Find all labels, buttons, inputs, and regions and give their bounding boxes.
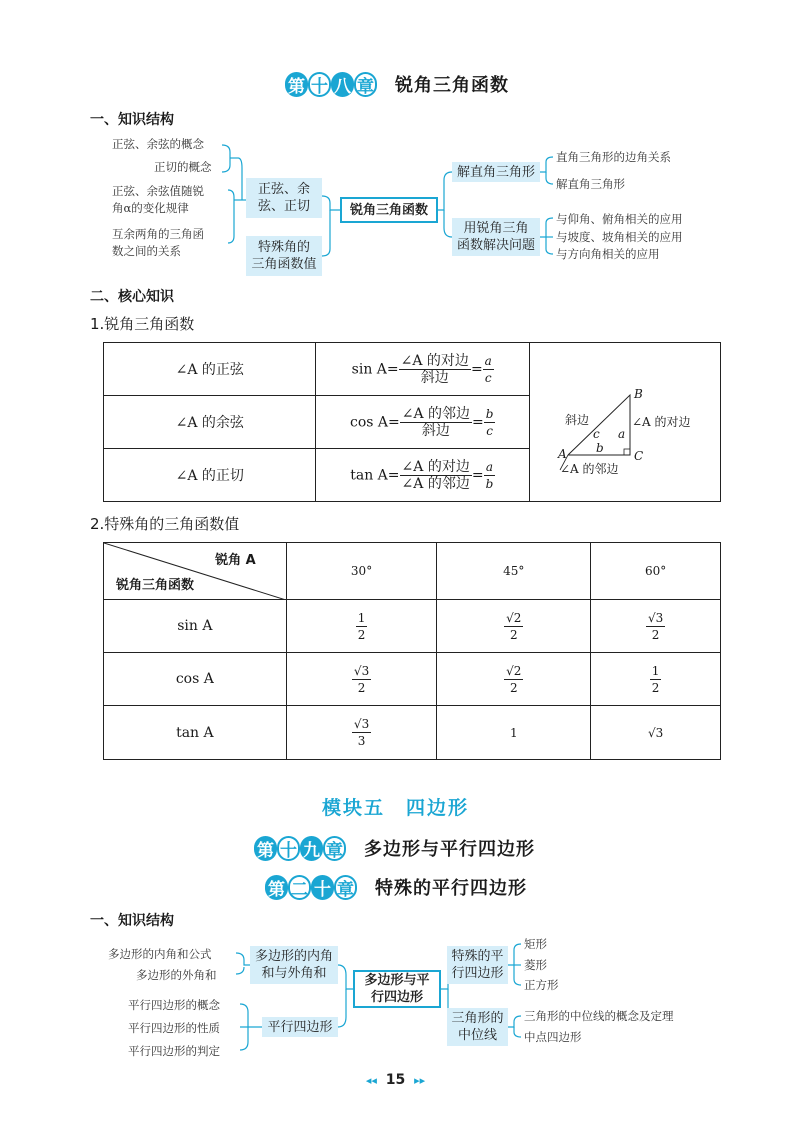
row-label: ∠A 的正弦 [175,362,244,378]
mindmap-box-special-angles [246,236,322,276]
badge-char: 十 [311,875,334,900]
mindmap-leaf: 正弦、余弦的概念 [112,137,204,151]
box-line: 多边形的内角 [254,949,333,964]
box-line: 弦、正切 [257,199,310,214]
badge-char: 章 [323,836,346,861]
chapter-20-heading [265,873,527,901]
fn-name: sin A [351,361,387,377]
denominator: 2 [509,680,518,695]
badge-char: 十 [308,72,331,97]
left-arrow-icon: ◂◂ [365,1074,377,1087]
fn-cell: cos A [104,653,287,706]
box-line: 特殊角的 [257,240,310,255]
table-cell [104,343,316,396]
mindmap-leaf: 菱形 [524,958,547,972]
numerator: b [485,406,494,421]
mindmap-leaf: 多边形的内角和公式 [108,947,212,961]
mindmap-box-solve-triangle: 解直角三角形 [452,162,540,182]
box-line: 行四边形 [370,990,423,1005]
angle-header: 45° [437,543,591,600]
triangle-cell [530,343,721,502]
vertex-label: C [634,449,644,463]
numerator: √2 [506,610,522,625]
chapter-title: 锐角三角函数 [395,75,509,96]
equals: = [388,414,400,430]
mindmap-leaf: 多边形的外角和 [136,968,217,982]
fn-name: cos A [350,414,389,430]
numerator: a [485,459,493,474]
denominator: c [484,370,492,385]
equals: = [471,467,484,483]
special-angle-table [103,542,721,760]
denominator: 2 [357,627,366,642]
mindmap-leaf: 平行四边形的概念 [128,998,220,1012]
numerator: √2 [506,663,522,678]
equals: = [472,414,484,430]
denominator: c [486,423,493,438]
badge-char: 九 [300,836,323,861]
box-line: 特殊的平 [451,949,504,964]
box-line: 多边形与平 [364,973,430,988]
hypotenuse-label: 斜边 [565,413,590,427]
mindmap-leaf: 平行四边形的判定 [128,1044,220,1058]
mindmap-leaf: 直角三角形的边角关系 [556,150,671,164]
corner-bottom-label: 锐角三角函数 [116,578,195,593]
value-cell [286,653,437,706]
numerator: 1 [357,610,366,625]
box-line: 函数解决问题 [456,238,535,253]
mindmap-leaf: 数之间的关系 [112,244,181,258]
triangle-drawing [530,357,720,487]
badge-char: 章 [354,72,377,97]
row-label: ∠A 的正切 [175,468,244,484]
section-heading: 一、知识结构 [90,913,174,929]
table-cell [104,449,316,502]
fraction [650,663,662,696]
mindmap-leaf: 与方向角相关的应用 [556,247,660,261]
mindmap-leaf: 角α的变化规律 [112,201,189,215]
chapter-number-badge [265,873,357,901]
mindmap-leaf: 互余两角的三角函 [112,227,204,241]
side-label: c [593,427,600,441]
fn-name: tan A [350,467,388,483]
fraction [400,406,472,439]
section-heading: 一、知识结构 [90,112,174,128]
badge-char: 八 [331,72,354,97]
fn-cell: tan A [104,706,287,760]
vertex-label: B [634,387,643,401]
numerator: a [484,353,492,368]
badge-char: 第 [285,72,308,97]
badge-char: 二 [288,875,311,900]
side-label: b [596,441,604,455]
table-cell [104,396,316,449]
denominator: 2 [651,680,660,695]
numerator: 1 [651,663,660,678]
module-title: 模块五 四边形 [321,797,469,819]
mindmap-main-node: 锐角三角函数 [340,197,438,223]
opposite-label: ∠A 的对边 [632,415,691,429]
trig-definition-table [103,342,721,502]
angle-header: 60° [591,543,721,600]
adjacent-label: ∠A 的邻边 [560,462,619,476]
chapter-title: 特殊的平行四边形 [375,878,527,899]
fraction [646,610,665,643]
equals: = [470,361,483,377]
value-cell [286,706,437,760]
angle-header: 30° [286,543,437,600]
mindmap-box-applications [452,218,540,256]
fraction [504,663,523,696]
mindmap-leaf: 与仰角、俯角相关的应用 [556,212,683,226]
chapter-19-heading [254,834,535,862]
chapter-number-badge [254,834,346,862]
mindmap-box-polygon-angles [250,946,338,984]
numerator: √3 [353,663,370,678]
mindmap-box-special-parallelogram [447,946,508,984]
denominator: 斜边 [421,422,450,439]
denominator: 3 [357,734,366,748]
mindmap-leaf: 中点四边形 [524,1030,582,1044]
box-line: 三角函数值 [251,257,317,272]
corner-cell [104,543,287,600]
right-triangle-figure [530,357,720,487]
numerator: ∠A 的邻边 [401,405,471,422]
numerator: √3 [353,717,370,731]
mindmap-leaf: 正方形 [524,978,559,992]
subsection-heading: 2.特殊角的三角函数值 [90,515,240,533]
mindmap-main-node [353,970,441,1008]
right-arrow-icon: ▸▸ [414,1074,426,1087]
mindmap-leaf: 矩形 [524,937,547,951]
subsection-heading: 1.锐角三角函数 [90,315,195,333]
chapter-title: 多边形与平行四边形 [364,839,535,860]
denominator: 2 [357,680,366,695]
box-line: 三角形的 [451,1011,504,1026]
box-line: 用锐角三角 [463,221,529,236]
fraction [352,663,371,696]
fraction [352,716,371,749]
badge-char: 章 [334,875,357,900]
denominator: 斜边 [420,369,449,386]
denominator: ∠A 的邻边 [401,475,470,492]
corner-top-label: 锐角 A [215,553,256,568]
box-line: 和与外角和 [261,966,327,981]
box-line: 中位线 [457,1028,497,1043]
fn-cell: sin A [104,600,287,653]
mindmap-box-parallelogram: 平行四边形 [262,1017,338,1037]
badge-char: 第 [265,875,288,900]
value-cell: 1 [437,706,591,760]
value-cell [437,653,591,706]
row-label: ∠A 的余弦 [175,415,244,431]
numerator: ∠A 的对边 [401,458,470,475]
box-line: 行四边形 [451,966,504,981]
mindmap-leaf: 与坡度、坡角相关的应用 [556,230,683,244]
side-label: a [618,427,626,441]
value-cell [591,653,721,706]
fraction [483,353,494,386]
mindmap-leaf: 解直角三角形 [556,177,625,191]
mindmap-leaf: 正切的概念 [154,160,212,174]
badge-char: 第 [254,836,277,861]
numerator: ∠A 的对边 [400,352,469,369]
fraction [400,459,472,492]
fraction [484,406,496,439]
denominator: b [485,476,494,491]
denominator: 2 [651,627,660,642]
equals: = [386,361,399,377]
value-cell: √3 [591,706,721,760]
table-cell [316,396,530,449]
value-cell [286,600,437,653]
table-cell [316,449,530,502]
equals: = [387,467,400,483]
numerator: √3 [647,610,664,625]
mindmap-box-sincostan [246,178,322,218]
fraction [504,610,523,643]
box-line: 正弦、余 [257,182,310,197]
mindmap-leaf: 三角形的中位线的概念及定理 [524,1009,674,1023]
table-cell [316,343,530,396]
fraction [356,610,368,643]
fraction [484,459,496,492]
fraction [399,353,471,386]
mindmap-box-midline [447,1008,508,1046]
page-number-value: 15 [385,1072,406,1088]
mindmap-leaf: 平行四边形的性质 [128,1021,220,1035]
value-cell [591,600,721,653]
page-number [0,1072,791,1088]
value-cell [437,600,591,653]
section-heading: 二、核心知识 [90,289,174,305]
badge-char: 十 [277,836,300,861]
denominator: 2 [509,627,518,642]
vertex-label: A [558,447,567,461]
mindmap-leaf: 正弦、余弦值随锐 [112,184,204,198]
